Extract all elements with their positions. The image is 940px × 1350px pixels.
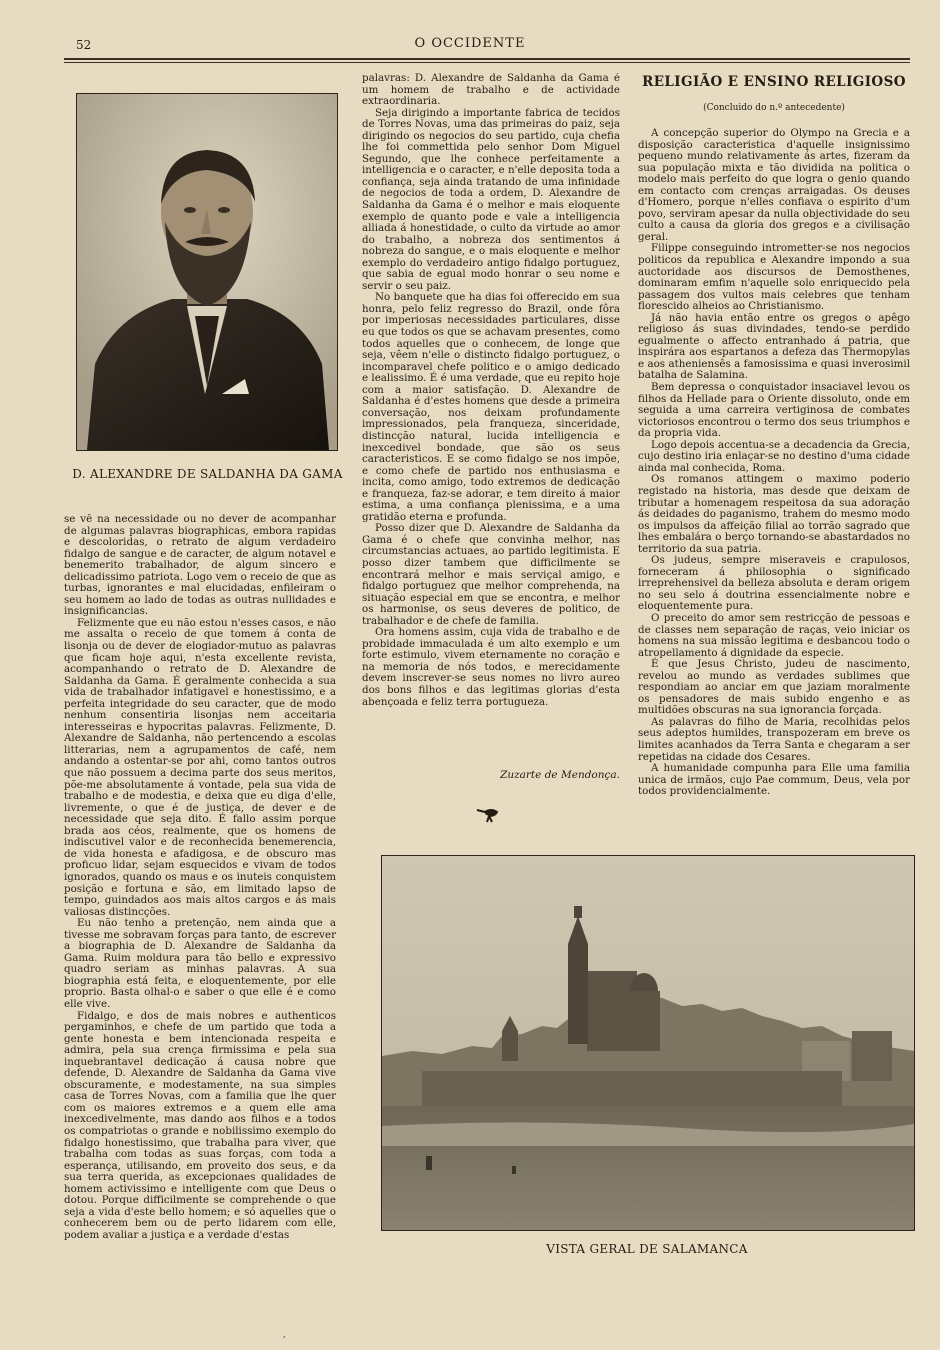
paragraph: A humanidade compunha para Elle uma familia unica de irmãos, cujo Pae commum, Deus, vela por todos providencialmente. <box>638 762 910 798</box>
author-signature: Zuzarte de Mendonça. <box>500 769 620 781</box>
article-subtitle: (Concluido do n.º antecedente) <box>703 103 845 113</box>
paragraph: Seja dirigindo a importante fabrica de tecidos de Torres Novas, uma das primeiras do paiz, seja dirigindo os negocios do seu partido, cuja chefia lhe foi commettida pelo senhor Dom Miguel Segundo, que lhe conhece perfeitamente a intelligencia e o caracter, e n'elle deposita toda a confiança, seja ainda tratando de uma infinidade de negocios de toda a ordem, D. Alexandre de Saldanha da Gama é o melhor e mais eloquente exemplo de quanto pode e vale a intelligencia alliada á honestidade, o culto da virtude ao amor do trabalho, a nobreza dos sentimentos á nobreza do sangue, e o mais eloquente e melhor exemplo do verdadeiro antigo fidalgo portuguez, que sabia de egual modo honrar o seu nome e servir o seu paiz. <box>362 106 620 292</box>
paragraph: No banquete que ha dias foi offerecido em sua honra, pelo feliz regresso do Brazil, onde fôra por imperiosas necessidades particulares, disse eu que todos os que se achavam presentes, como todos aquelles que o conhecem, de longe que seja, vêem n'elle o distincto fidalgo portuguez, o incomparavel chefe politico e o amigo dedicado e lealissimo. É é uma verdade, que eu repito hoje com a maior satisfação. D. Alexandre de Saldanha é d'estes homens que desde a primeira conversação, nos deixam profundamente impressionados, pela franqueza, sinceridade, distincção natural, lucida intelligencia e inexcedivel bondade, que são os seus caracteristicos. E se como fidalgo se nos impõe, e como chefe de partido nos enthusiasma e incita, como amigo, todo extremos de dedicação e franqueza, faz-se adorar, e tem direito á maior estima, a uma confiança plenissima, e a uma gratidão eterna e profunda. <box>362 291 620 523</box>
portrait-caption: D. ALEXANDRE DE SALDANHA DA GAMA <box>72 467 343 481</box>
paragraph: Posso dizer que D. Alexandre de Saldanha da Gama é o chefe que convinha melhor, nas circumstancias actuaes, ao partido legitimista. E posso dizer tambem que difficilmente se encontrará melhor e mais serviçal amigo, e fidalgo portuguez que melhor comprehenda, na situação especial em que se encontra, e melhor os harmonise, os seus deveres de politico, de trabalhador e de chefe de familia. <box>362 522 620 627</box>
engraver-signature: PEPOL. <box>291 434 319 442</box>
paragraph: As palavras do filho de Maria, recolhidas pelos seus adeptos humildes, transpozeram em breve os limites acanhados da Terra Santa e chegaram a ser repetidas na cidade dos Cesares. <box>638 715 910 763</box>
paragraph: Os judeus, sempre miseraveis e crapulosos, forneceram á philosophia o significado irreprehensivel da belleza absoluta e deram origem no seu selo á doutrina essencialmente nobre e eloquentemente pura. <box>638 554 910 613</box>
photo-caption: VISTA GERAL DE SALAMANCA <box>546 1242 748 1256</box>
paragraph: Bem depressa o conquistador insaciavel levou os filhos da Hellade para o Oriente dissoluto, onde em seguida a uma carreira vertiginosa de combates victoriosos encontrou o termo dos seus triumphos e da propria vida. <box>638 381 910 440</box>
portrait-drawing <box>77 94 337 450</box>
paragraph: A concepção superior do Olympo na Grecia e a disposição caracteristica d'aquelle insignissimo pequeno mundo relativamente ás artes, fizeram da sua população mixta e tão dividida na politica o modelo mais perfeito do que logra o genio quando em contacto com crenças arraigadas. Os deuses d'Homero, porque n'elles confiava o espirito d'um povo, serviram apesar da nulla objectividade do seu culto a causa da gloria dos gregos e a civilisação geral. <box>638 128 910 243</box>
paragraph: Logo depois accentua-se a decadencia da Grecia, cujo destino iria enlaçar-se no destino d'uma cidade ainda mal conhecida, Roma. <box>638 438 910 474</box>
paragraph: Já não havia então entre os gregos o apêgo religioso ás suas divindades, tendo-se perdido egualmente o affecto entranhado á patria, que inspirára aos espartanos a defeza das Thermopylas e aos atheniensês a famosissima e quasi inverosimil batalha de Salamina. <box>638 311 910 382</box>
paragraph: Ora homens assim, cuja vida de trabalho e de probidade immaculada é um alto exemplo e um forte estimulo, vivem eternamente no coração e na memoria de nós todos, e merecidamente devem inscrever-se seus nomes no livro aureo dos bons filhos e das legitimas glorias d'esta abençoada e feliz terra portugueza. <box>362 626 620 708</box>
paragraph: Felizmente que eu não estou n'esses casos, e não me assalta o receio de que tomem á conta de lisonja ou de dever de elogiador-mutuo as palavras que ficam hoje aqui, n'esta excellente revista, acompanhando o retrato de D. Alexandre de Saldanha da Gama. É geralmente conhecida a sua vida de trabalhador infatigavel e honestissimo, e a perfeita integridade do seu caracter, que de modo nenhum consentiria lisonjas nem acceitaria interesseiras e hypocritas palavras. Felizmente, D. Alexandre de Saldanha, não pertencendo a escolas litterarias, nem a agrupamentos de café, nem andando a ostentar-se por ahi, como tantos outros que não possuem a decima parte dos seus meritos, põe-me absolutamente á vontade, pela sua vida de trabalho e de modestia, e deixa que eu diga d'elle, livremente, o que é de justiça, de dever e de necessidade que seja dito. É fallo assim porque brada aos céos, realmente, que os homens de indiscutivel valor e de reconhecida benemerencia, de vida honesta e afadigosa, e de obscuro mas proficuo lidar, sejam esquecidos e vivam de todos ignorados, quando os maus e os inuteis conquistem posição e fortuna e são, em limitado lapso de tempo, guindados aos mais altos cargos e ás mais valiosas distincções. <box>64 616 336 918</box>
paragraph: É que Jesus Christo, judeu de nascimento, revelou ao mundo as verdades sublimes que respondiam ao anciar em que jaziam moralmente os pensadores de mais subido engenho e as multidões obscuras na sua ignorancia forçada. <box>638 658 910 717</box>
article-column-2 <box>362 73 620 763</box>
header-rule-thin <box>64 62 910 63</box>
article-column-1 <box>64 514 336 1266</box>
paragraph: se vê na necessidade ou no dever de acompanhar de algumas palavras biographicas, embora rapidas e descoloridas, o retrato de algum verdadeiro fidalgo de sangue e de caracter, de algum notavel e benemerito trabalhador, de algum sincero e delicadissimo patriota. Logo vem o receio de que as turbas, ignorantes e mal elucidadas, enfileiram o seu homem ao lado de todas as outras nullidades e insignificancias. <box>64 514 336 618</box>
header-rule <box>64 58 910 60</box>
portrait-image <box>76 93 338 451</box>
article-title: RELIGIÃO E ENSINO RELIGIOSO <box>642 74 906 90</box>
article-column-3 <box>638 128 910 828</box>
page-number: 52 <box>76 38 92 52</box>
pin-mark: , <box>283 1330 286 1339</box>
paragraph: Os romanos attingem o maximo poderio registado na historia, mas desde que deixam de tributar a homenagem respeitosa da sua adoração ás deidades do paganismo, trahem do mesmo modo os impulsos da affeição filial ao torrão sagrado que lhes embalára o berço tornando-se abastardados no territorio da sua patria. <box>638 473 910 555</box>
paragraph: Filippe conseguindo intrometter-se nos negocios politicos da republica e Alexandre impondo a sua auctoridade aos discursos de Demosthenes, dominaram emfim n'aquelle solo enriquecido pela passagem dos vultos mais celebres que tenham florescido alheios ao Christianismo. <box>638 242 910 313</box>
running-title: O OCCIDENTE <box>414 36 526 51</box>
salamanca-view-drawing <box>382 856 914 1230</box>
paragraph: O preceito do amor sem restricção de pessoas e de classes nem separação de raças, veio iniciar os homens na sua missão legitima e desbancou todo o atropellamento á dignidade da especie. <box>638 611 910 659</box>
paragraph: palavras: D. Alexandre de Saldanha da Gama é um homem de trabalho e de actividade extraordinaria. <box>362 73 620 108</box>
stork-vignette-icon <box>475 804 501 828</box>
paragraph: Fidalgo, e dos de mais nobres e authenticos pergaminhos, e chefe de um partido que toda a gente honesta e bem intencionada respeita e admira, pela sua crença firmissima e pela sua inquebrantavel dedicação á causa nobre que defende, D. Alexandre de Saldanha da Gama vive obscuramente, e modestamente, na sua simples casa de Torres Novas, com a familia que lhe quer com os maiores extremos e a quem elle ama inexcedivelmente, mas dando aos filhos e a todos os compatriotas o grande e nobilissimo exemplo do fidalgo honestissimo, que trabalha para viver, que trabalha com todas as suas forças, com toda a esperança, utilisando, em proveito dos seus, e da sua terra querida, as excepcionaes qualidades de homem activissimo e intelligente com que Deus o dotou. Porque difficilmente se comprehende o que seja a vida d'este bello homem; e só aquelles que o conhecerem bem ou de perto lidarem com elle, podem avaliar a justiça e a verdade d'estas <box>64 1009 336 1241</box>
paragraph: Eu não tenho a pretenção, nem ainda que a tivesse me sobravam forças para tanto, de escrever a biographia de D. Alexandre de Saldanha da Gama. Ruim moldura para tão bello e expressivo quadro seriam as minhas palavras. A sua biographia está feita, e eloquentemente, por elle proprio. Basta olhal-o e saber o que elle é e como elle vive. <box>64 917 336 1010</box>
salamanca-photo <box>381 855 915 1231</box>
